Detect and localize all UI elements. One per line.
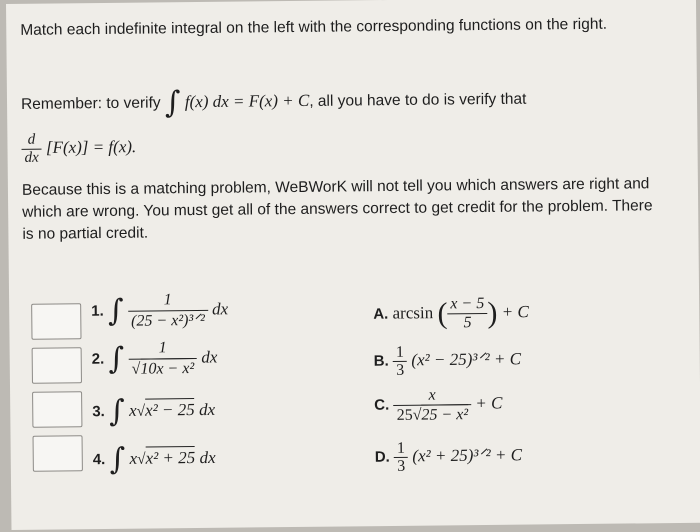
question-3: [92, 393, 216, 429]
answer-d-coef-den: 3: [394, 457, 408, 475]
answer-a-label: A.: [373, 305, 389, 323]
answer-input-4[interactable]: [33, 435, 83, 472]
question-1-dx: dx: [211, 299, 229, 319]
answer-c-den-rad: 25 − x²: [421, 406, 469, 424]
answer-c-den-pre: 25: [396, 406, 413, 424]
answer-a-inner-num: x − 5: [450, 295, 485, 313]
answer-input-2[interactable]: [32, 347, 82, 384]
answer-b: [374, 343, 522, 380]
integral-sign-icon: ∫: [108, 393, 125, 429]
question-1: [91, 290, 228, 332]
question-3-dx: dx: [198, 399, 216, 420]
integral-sign-icon: ∫: [109, 441, 126, 477]
answer-b-label: B.: [373, 352, 389, 370]
answer-a-inner-den: 5: [447, 313, 487, 332]
integral-sign-icon: ∫: [108, 341, 125, 377]
answer-input-1[interactable]: [31, 303, 81, 340]
answer-b-expr: (x² − 25)³ᐟ² + C: [411, 349, 522, 370]
question-2: [92, 338, 218, 380]
answer-d-expr: (x² + 25)³ᐟ² + C: [412, 445, 523, 466]
question-4-label: 4.: [92, 451, 106, 469]
sqrt-icon: √: [131, 360, 141, 378]
question-4: [92, 441, 216, 477]
answer-c-label: C.: [374, 396, 390, 414]
left-paren-icon: (: [437, 296, 448, 330]
question-1-label: 1.: [91, 302, 104, 320]
question-4-pre: x: [129, 448, 138, 468]
derivative-formula: [F(x)] = f(x).: [45, 137, 137, 157]
d-denominator: dx: [22, 149, 42, 167]
question-4-radicand: x² + 25: [145, 448, 196, 468]
question-3-pre: x: [128, 400, 137, 420]
sqrt-icon: √: [412, 406, 422, 424]
question-1-denominator: (25 − x²)³ᐟ²: [128, 310, 208, 332]
d-numerator: d: [27, 131, 36, 148]
question-4-dx: dx: [199, 447, 216, 468]
remember-formula: f(x) dx = F(x) + C: [184, 90, 310, 112]
answer-c-num: x: [428, 386, 436, 404]
integral-sign-icon: ∫: [164, 85, 181, 121]
answer-d: [375, 439, 523, 476]
answer-c: [374, 385, 503, 425]
matching-note: Because this is a matching problem, WeBWorK will not tell you which answers are right and which are wrong. You must get all of the answers correct to get credit for the problem. There is no partial credit.: [21, 175, 653, 243]
question-2-label: 2.: [91, 350, 105, 368]
answer-d-label: D.: [374, 448, 390, 466]
remember-suffix: , all you have to do is verify that: [309, 90, 527, 110]
derivative-line: [21, 131, 136, 167]
question-2-denominator: 10x − x²: [140, 360, 195, 378]
remember-line: [21, 85, 527, 120]
answer-b-coef-num: 1: [395, 343, 405, 361]
integral-sign-icon: ∫: [107, 293, 124, 329]
problem-panel: [6, 0, 700, 530]
intro-text: Match each indefinite integral on the left with the corresponding functions on the right.: [20, 15, 608, 39]
right-paren-icon: ): [487, 296, 498, 330]
answer-b-coef-den: 3: [393, 361, 407, 379]
answer-input-3[interactable]: [32, 391, 82, 428]
answer-c-tail: + C: [475, 393, 503, 413]
question-2-dx: dx: [201, 347, 218, 367]
answer-a-func: arcsin: [392, 303, 434, 323]
answer-d-coef-num: 1: [396, 439, 406, 457]
sqrt-icon: √: [137, 450, 146, 468]
question-3-radicand: x² − 25: [145, 400, 195, 420]
question-1-numerator: 1: [163, 291, 172, 309]
remember-prefix: Remember: to verify: [20, 94, 161, 113]
question-3-label: 3.: [92, 403, 105, 421]
question-2-numerator: 1: [158, 339, 167, 357]
sqrt-icon: √: [136, 402, 146, 420]
answer-a: [373, 295, 529, 334]
answer-a-tail: + C: [501, 302, 529, 322]
